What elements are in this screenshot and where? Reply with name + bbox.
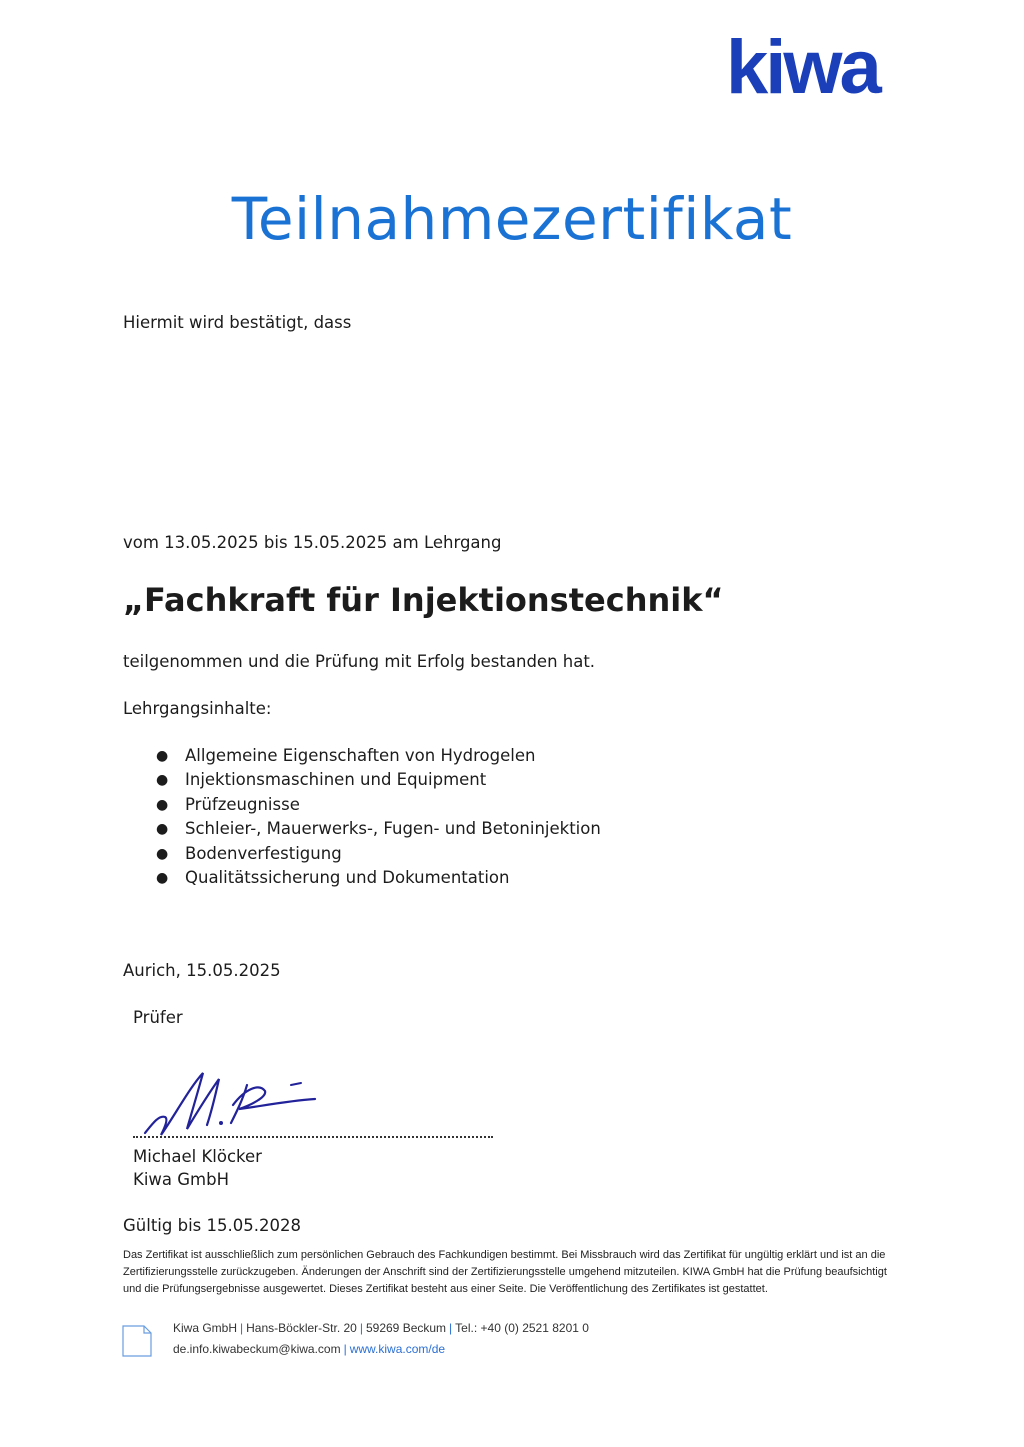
contact-phone: Tel.: +40 (0) 2521 8201 0 [455,1321,589,1335]
address-line [173,1321,589,1335]
examiner-company: Kiwa GmbH [133,1170,229,1189]
list-item [123,793,601,817]
separator: | [449,1321,453,1335]
examiner-label: Prüfer [133,1008,183,1027]
contact-company: Kiwa GmbH [173,1321,238,1335]
place-date: Aurich, 15.05.2025 [123,961,281,980]
bullet-icon: ● [156,845,169,862]
signature-icon [135,1065,335,1145]
bullet-icon: ● [156,748,169,764]
list-item [123,866,601,890]
list-item [123,817,601,841]
intro-text: Hiermit wird bestätigt, dass [123,313,352,332]
contact-city: 59269 Beckum [365,1321,447,1335]
topic-label: Allgemeine Eigenschaften von Hydrogelen [185,746,536,765]
separator: | [343,1342,347,1356]
list-item [123,842,601,866]
bullet-icon: ● [156,821,169,838]
bullet-icon: ● [156,869,169,886]
bullet-icon: ● [156,772,169,789]
date-line: vom 13.05.2025 bis 15.05.2025 am Lehrgang [123,533,502,552]
topic-label: Schleier-, Mauerwerks-, Fugen- und Betoninjektion [185,819,601,839]
signature-line [133,1136,493,1138]
contact-email[interactable]: de.info.kiwabeckum@kiwa.com [173,1342,341,1356]
contact-street: Hans-Böckler-Str. 20 [246,1321,357,1335]
separator: | [359,1321,363,1335]
topic-label: Bodenverfestigung [185,843,342,863]
topic-label: Prüfzeugnisse [185,794,300,814]
certificate-title: Teilnahmezertifikat [231,185,793,253]
valid-until: Gültig bis 15.05.2028 [123,1216,301,1235]
separator: | [240,1321,244,1335]
topic-label: Qualitätssicherung und Dokumentation [185,867,510,887]
examiner-name: Michael Klöcker [133,1147,262,1166]
contents-heading: Lehrgangsinhalte: [123,699,272,718]
contact-line [173,1342,445,1356]
topics-list [123,744,601,890]
website-link[interactable]: www.kiwa.com/de [349,1342,446,1356]
document-icon [122,1325,152,1357]
kiwa-logo: kiwa [726,25,879,110]
topic-label: Injektionsmaschinen und Equipment [185,770,487,790]
passed-line: teilgenommen und die Prüfung mit Erfolg bestanden hat. [123,652,596,671]
course-name: „Fachkraft für Injektionstechnik“ [123,581,724,619]
bullet-icon: ● [156,796,169,813]
list-item [123,744,601,768]
footnote-text: Das Zertifikat ist ausschließlich zum persönlichen Gebrauch des Fachkundigen bestimmt. Bei Missbrauch wird das Zertifikat für ungültig erklärt und ist an die Zertifizierungsstelle zurückzugeben. Änderungen der Anschrift sind der Zertifizierungsstelle umgehend mitzuteilen. KIWA GmbH hat die Prüfung beaufsichtigt und die Prüfungsergebnisse ausgewertet. Dieses Zertifikat besteht aus einer Seite. Die Veröffentlichung des Zertifikates ist gestattet. [123,1249,887,1295]
list-item [123,768,601,792]
